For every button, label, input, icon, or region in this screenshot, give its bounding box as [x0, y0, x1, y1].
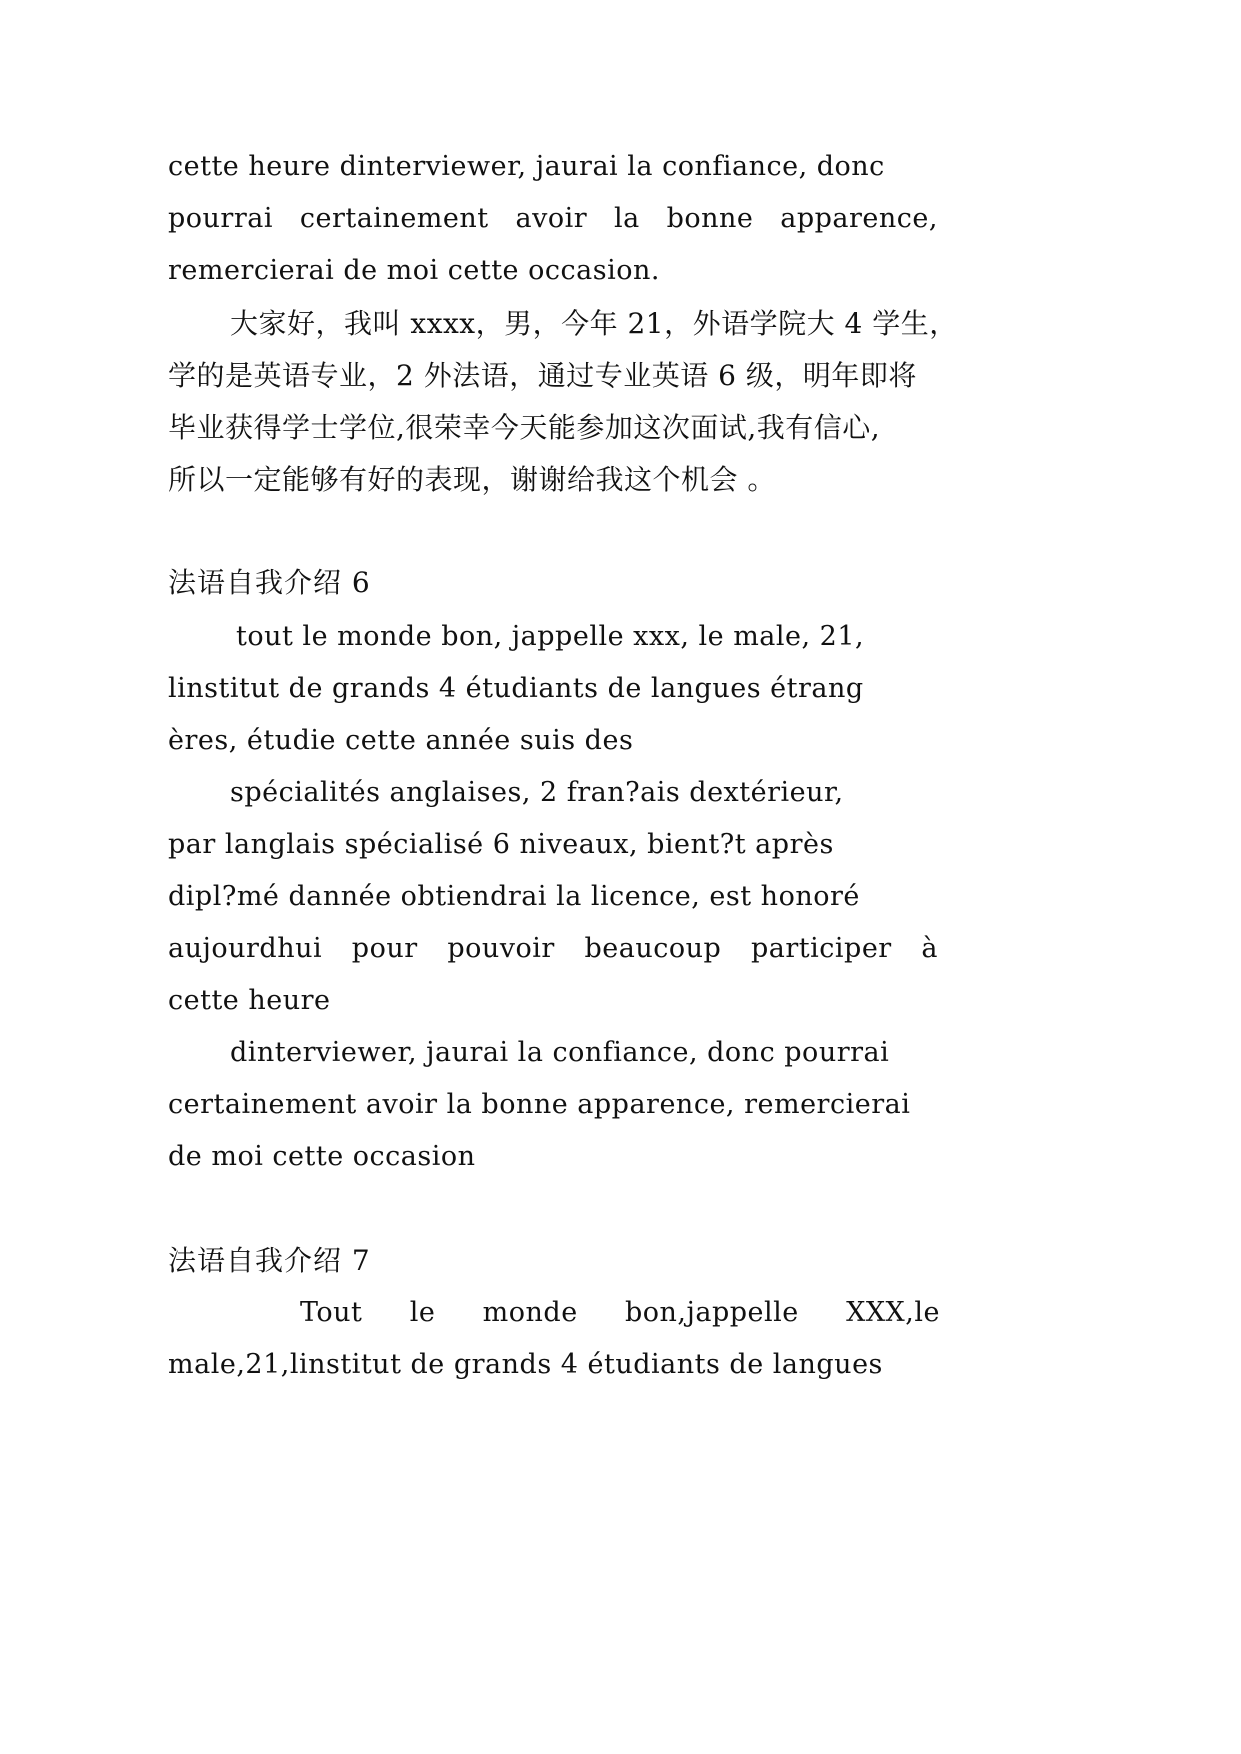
word: aujourdhui [168, 933, 323, 964]
paragraph-line: de moi cette occasion [168, 1141, 476, 1172]
word: apparence, [780, 203, 938, 234]
paragraph-line: ères, étudie cette année suis des [168, 725, 634, 756]
paragraph-line: 大家好，我叫 xxxx，男，今年 21，外语学院大 4 学生， [230, 307, 958, 340]
paragraph-line: linstitut de grands 4 étudiants de langues étrang [168, 673, 864, 704]
paragraph-line: 学的是英语专业，2 外法语，通过专业英语 6 级，明年即将 [168, 359, 917, 392]
word: certainement [299, 203, 489, 234]
word: participer [751, 933, 892, 964]
paragraph-line: spécialités anglaises, 2 fran?ais dextérieur, [230, 777, 844, 808]
section-heading: 法语自我介绍 7 [168, 1244, 371, 1277]
word: pourrai [168, 203, 273, 234]
paragraph-line-justified [168, 204, 938, 234]
section-heading: 法语自我介绍 6 [168, 566, 371, 599]
paragraph-line: tout le monde bon, jappelle xxx, le male, 21, [236, 621, 865, 652]
paragraph-line: cette heure [168, 985, 331, 1016]
paragraph-line-justified [300, 1298, 940, 1328]
word: pour [351, 933, 418, 964]
paragraph-line: dinterviewer, jaurai la confiance, donc pourrai [230, 1037, 890, 1068]
word: bonne [666, 203, 754, 234]
word: le [409, 1297, 436, 1328]
word: pouvoir [447, 933, 555, 964]
paragraph-line: 毕业获得学士学位,很荣幸今天能参加这次面试,我有信心, [168, 411, 881, 444]
word: XXX,le [846, 1297, 940, 1328]
paragraph-line: 所以一定能够有好的表现，谢谢给我这个机会 。 [168, 463, 776, 496]
word: Tout [300, 1297, 363, 1328]
word: beaucoup [584, 933, 722, 964]
paragraph-line-justified [168, 934, 938, 964]
paragraph-line: male,21,linstitut de grands 4 étudiants de langues [168, 1349, 883, 1380]
paragraph-line: dipl?mé dannée obtiendrai la licence, est honoré [168, 881, 860, 912]
word: bon,jappelle [625, 1297, 799, 1328]
word: monde [482, 1297, 578, 1328]
paragraph-line: par langlais spécialisé 6 niveaux, bient?t après [168, 829, 834, 860]
paragraph-line: cette heure dinterviewer, jaurai la confiance, donc [168, 151, 885, 182]
paragraph-line: remercierai de moi cette occasion. [168, 255, 660, 286]
word: à [921, 933, 938, 964]
word: avoir [515, 203, 588, 234]
paragraph-line: certainement avoir la bonne apparence, remercierai [168, 1089, 911, 1120]
word: la [614, 203, 640, 234]
